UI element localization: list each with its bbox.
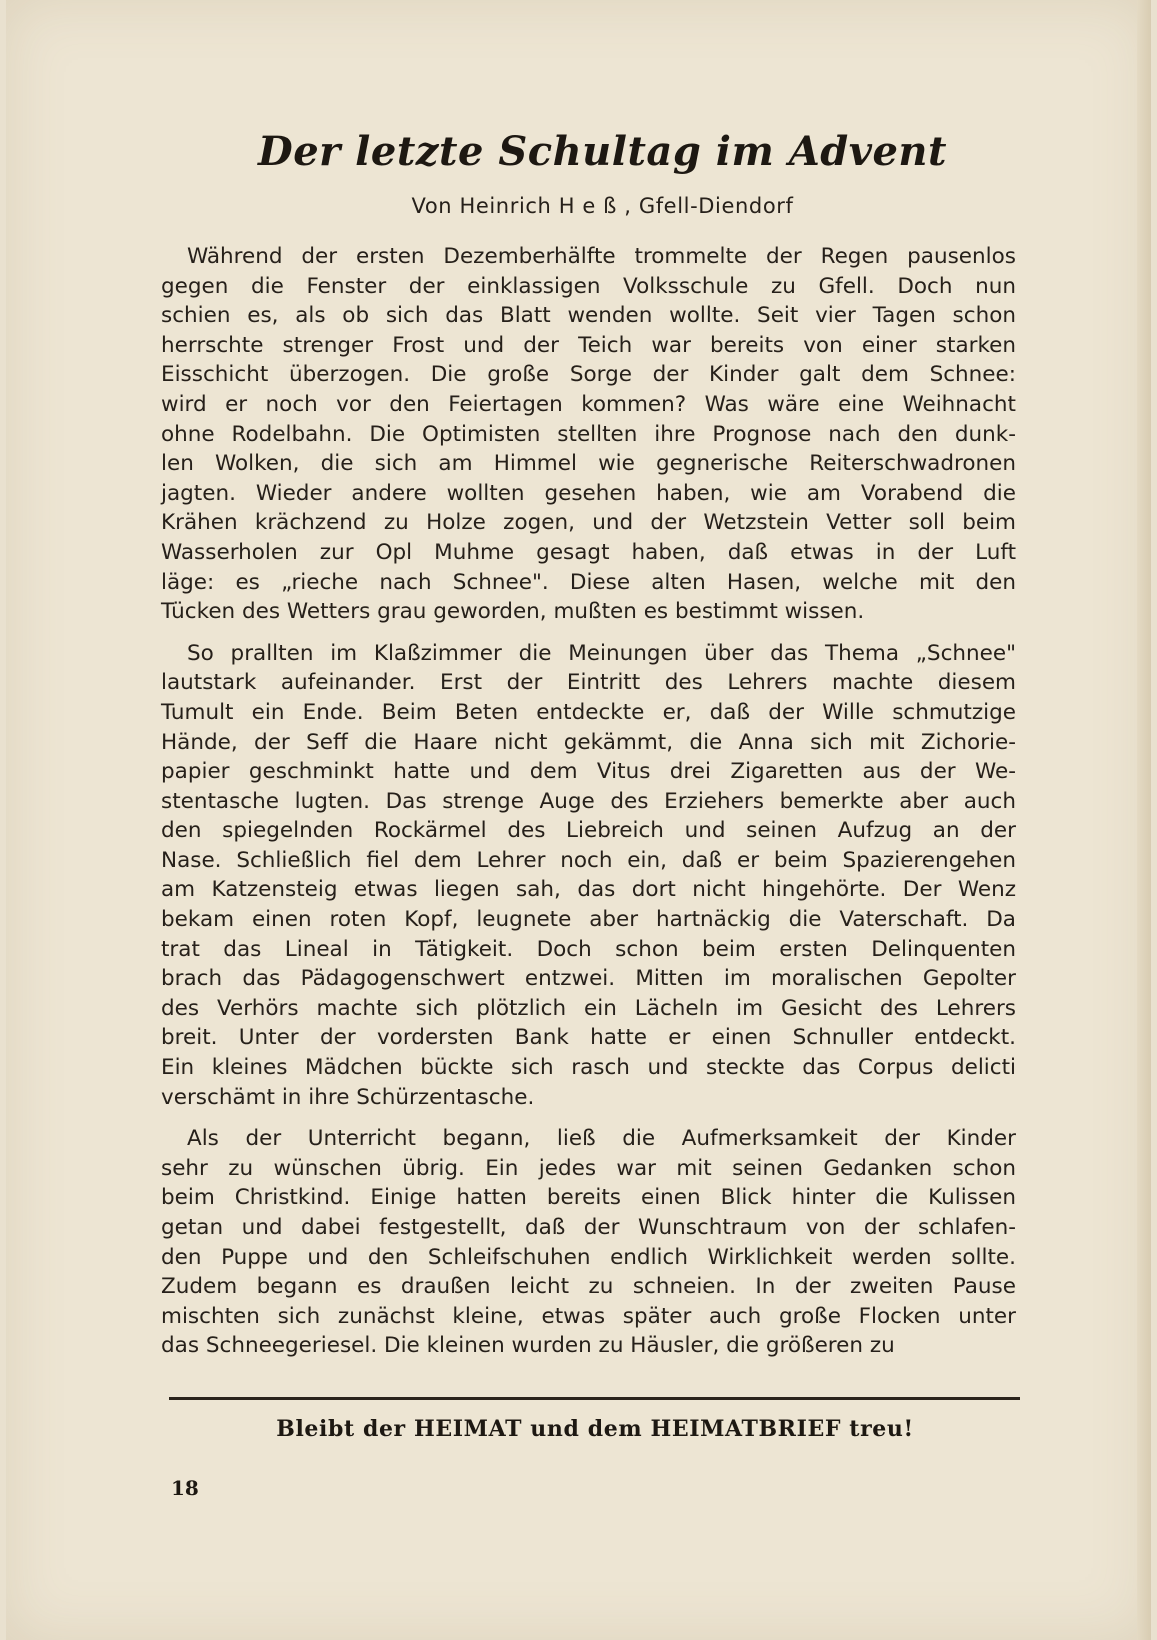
article-body (161, 242, 1016, 1373)
text-line: bekam einen roten Kopf, leugnete aber hartnäckig die Vaterschaft. Da (161, 907, 1016, 933)
footer-divider (169, 1397, 1020, 1400)
article-paragraph (161, 639, 1016, 1113)
article-paragraph (161, 242, 1016, 627)
text-line: Zudem begann es draußen leicht zu schneien. In der zweiten Pause (161, 1274, 1016, 1300)
text-line: Als der Unterricht begann, ließ die Aufmerksamkeit der Kinder (187, 1126, 1016, 1152)
text-line: Eisschicht überzogen. Die große Sorge der Kinder galt dem Schnee: (161, 362, 1016, 388)
text-line: mischten sich zunächst kleine, etwas später auch große Flocken unter (161, 1303, 1016, 1329)
text-line: Tücken des Wetters grau geworden, mußten es bestimmt wissen. (161, 599, 865, 625)
text-line: lautstark aufeinander. Erst der Eintritt des Lehrers machte diesem (161, 670, 1016, 696)
page-spine-shadow (1137, 0, 1151, 1640)
article-byline: Von Heinrich H e ß , Gfell-Diendorf (411, 194, 794, 218)
text-line: trat das Lineal in Tätigkeit. Doch schon beim ersten Delinquenten (161, 936, 1016, 962)
article-paragraph (161, 1124, 1016, 1361)
text-line: läge: es „rieche nach Schnee". Diese alten Hasen, welche mit den (161, 569, 1016, 595)
text-line: schien es, als ob sich das Blatt wenden wollte. Seit vier Tagen schon (161, 303, 1016, 329)
text-line: len Wolken, die sich am Himmel wie gegnerische Reiterschwadronen (161, 451, 1016, 477)
text-line: brach das Pädagogenschwert entzwei. Mitten im moralischen Gepolter (161, 966, 1016, 992)
text-line: verschämt in ihre Schürzentasche. (161, 1084, 535, 1110)
text-line: des Verhörs machte sich plötzlich ein Lächeln im Gesicht des Lehrers (161, 995, 1016, 1021)
footer-motto: Bleibt der HEIMAT und dem HEIMATBRIEF treu! (276, 1416, 914, 1442)
text-line: Krähen krächzend zu Holze zogen, und der Wetzstein Vetter soll beim (161, 510, 1016, 536)
text-line: Während der ersten Dezemberhälfte trommelte der Regen pausenlos (187, 244, 1016, 269)
text-line: Nase. Schließlich fiel dem Lehrer noch ein, daß er beim Spazierengehen (161, 847, 1016, 873)
text-line: gegen die Fenster der einklassigen Volksschule zu Gfell. Doch nun (161, 273, 1016, 299)
text-line: sehr zu wünschen übrig. Ein jedes war mit seinen Gedanken schon (161, 1155, 1016, 1181)
text-line: beim Christkind. Einige hatten bereits einen Blick hinter die Kulissen (161, 1185, 1016, 1211)
article-title: Der letzte Schultag im Advent (258, 128, 947, 175)
text-line: Hände, der Seff die Haare nicht gekämmt, die Anna sich mit Zichorie- (161, 729, 1016, 755)
text-line: stentasche lugten. Das strenge Auge des Erziehers bemerkte aber auch (161, 788, 1016, 814)
text-line: herrschte strenger Frost und der Teich war bereits von einer starken (161, 332, 1016, 358)
text-line: jagten. Wieder andere wollten gesehen haben, wie am Vorabend die (161, 480, 1016, 506)
text-line: Ein kleines Mädchen bückte sich rasch und steckte das Corpus delicti (161, 1055, 1016, 1081)
text-line: Wasserholen zur Opl Muhme gesagt haben, daß etwas in der Luft (161, 539, 1016, 565)
text-line: breit. Unter der vordersten Bank hatte er einen Schnuller entdeckt. (161, 1025, 1016, 1051)
text-line: ohne Rodelbahn. Die Optimisten stellten ihre Prognose nach den dunk- (161, 421, 1016, 447)
page-number: 18 (171, 1476, 199, 1500)
text-line: Tumult ein Ende. Beim Beten entdeckte er, daß der Wille schmutzige (161, 699, 1016, 725)
text-line: am Katzensteig etwas liegen sah, das dort nicht hingehörte. Der Wenz (161, 877, 1016, 903)
text-line: wird er noch vor den Feiertagen kommen? Was wäre eine Weihnacht (161, 391, 1016, 417)
text-line: papier geschminkt hatte und dem Vitus drei Zigaretten aus der We- (161, 759, 1016, 785)
text-line: So prallten im Klaßzimmer die Meinungen über das Thema „Schnee" (187, 640, 1016, 666)
text-line: den Puppe und den Schleifschuhen endlich Wirklichkeit werden sollte. (161, 1244, 1016, 1270)
text-line: den spiegelnden Rockärmel des Liebreich und seinen Aufzug an der (161, 818, 1016, 844)
text-line: das Schneegeriesel. Die kleinen wurden zu Häusler, die größeren zu (161, 1333, 895, 1359)
text-line: getan und dabei festgestellt, daß der Wunschtraum von der schlafen- (161, 1215, 1016, 1240)
